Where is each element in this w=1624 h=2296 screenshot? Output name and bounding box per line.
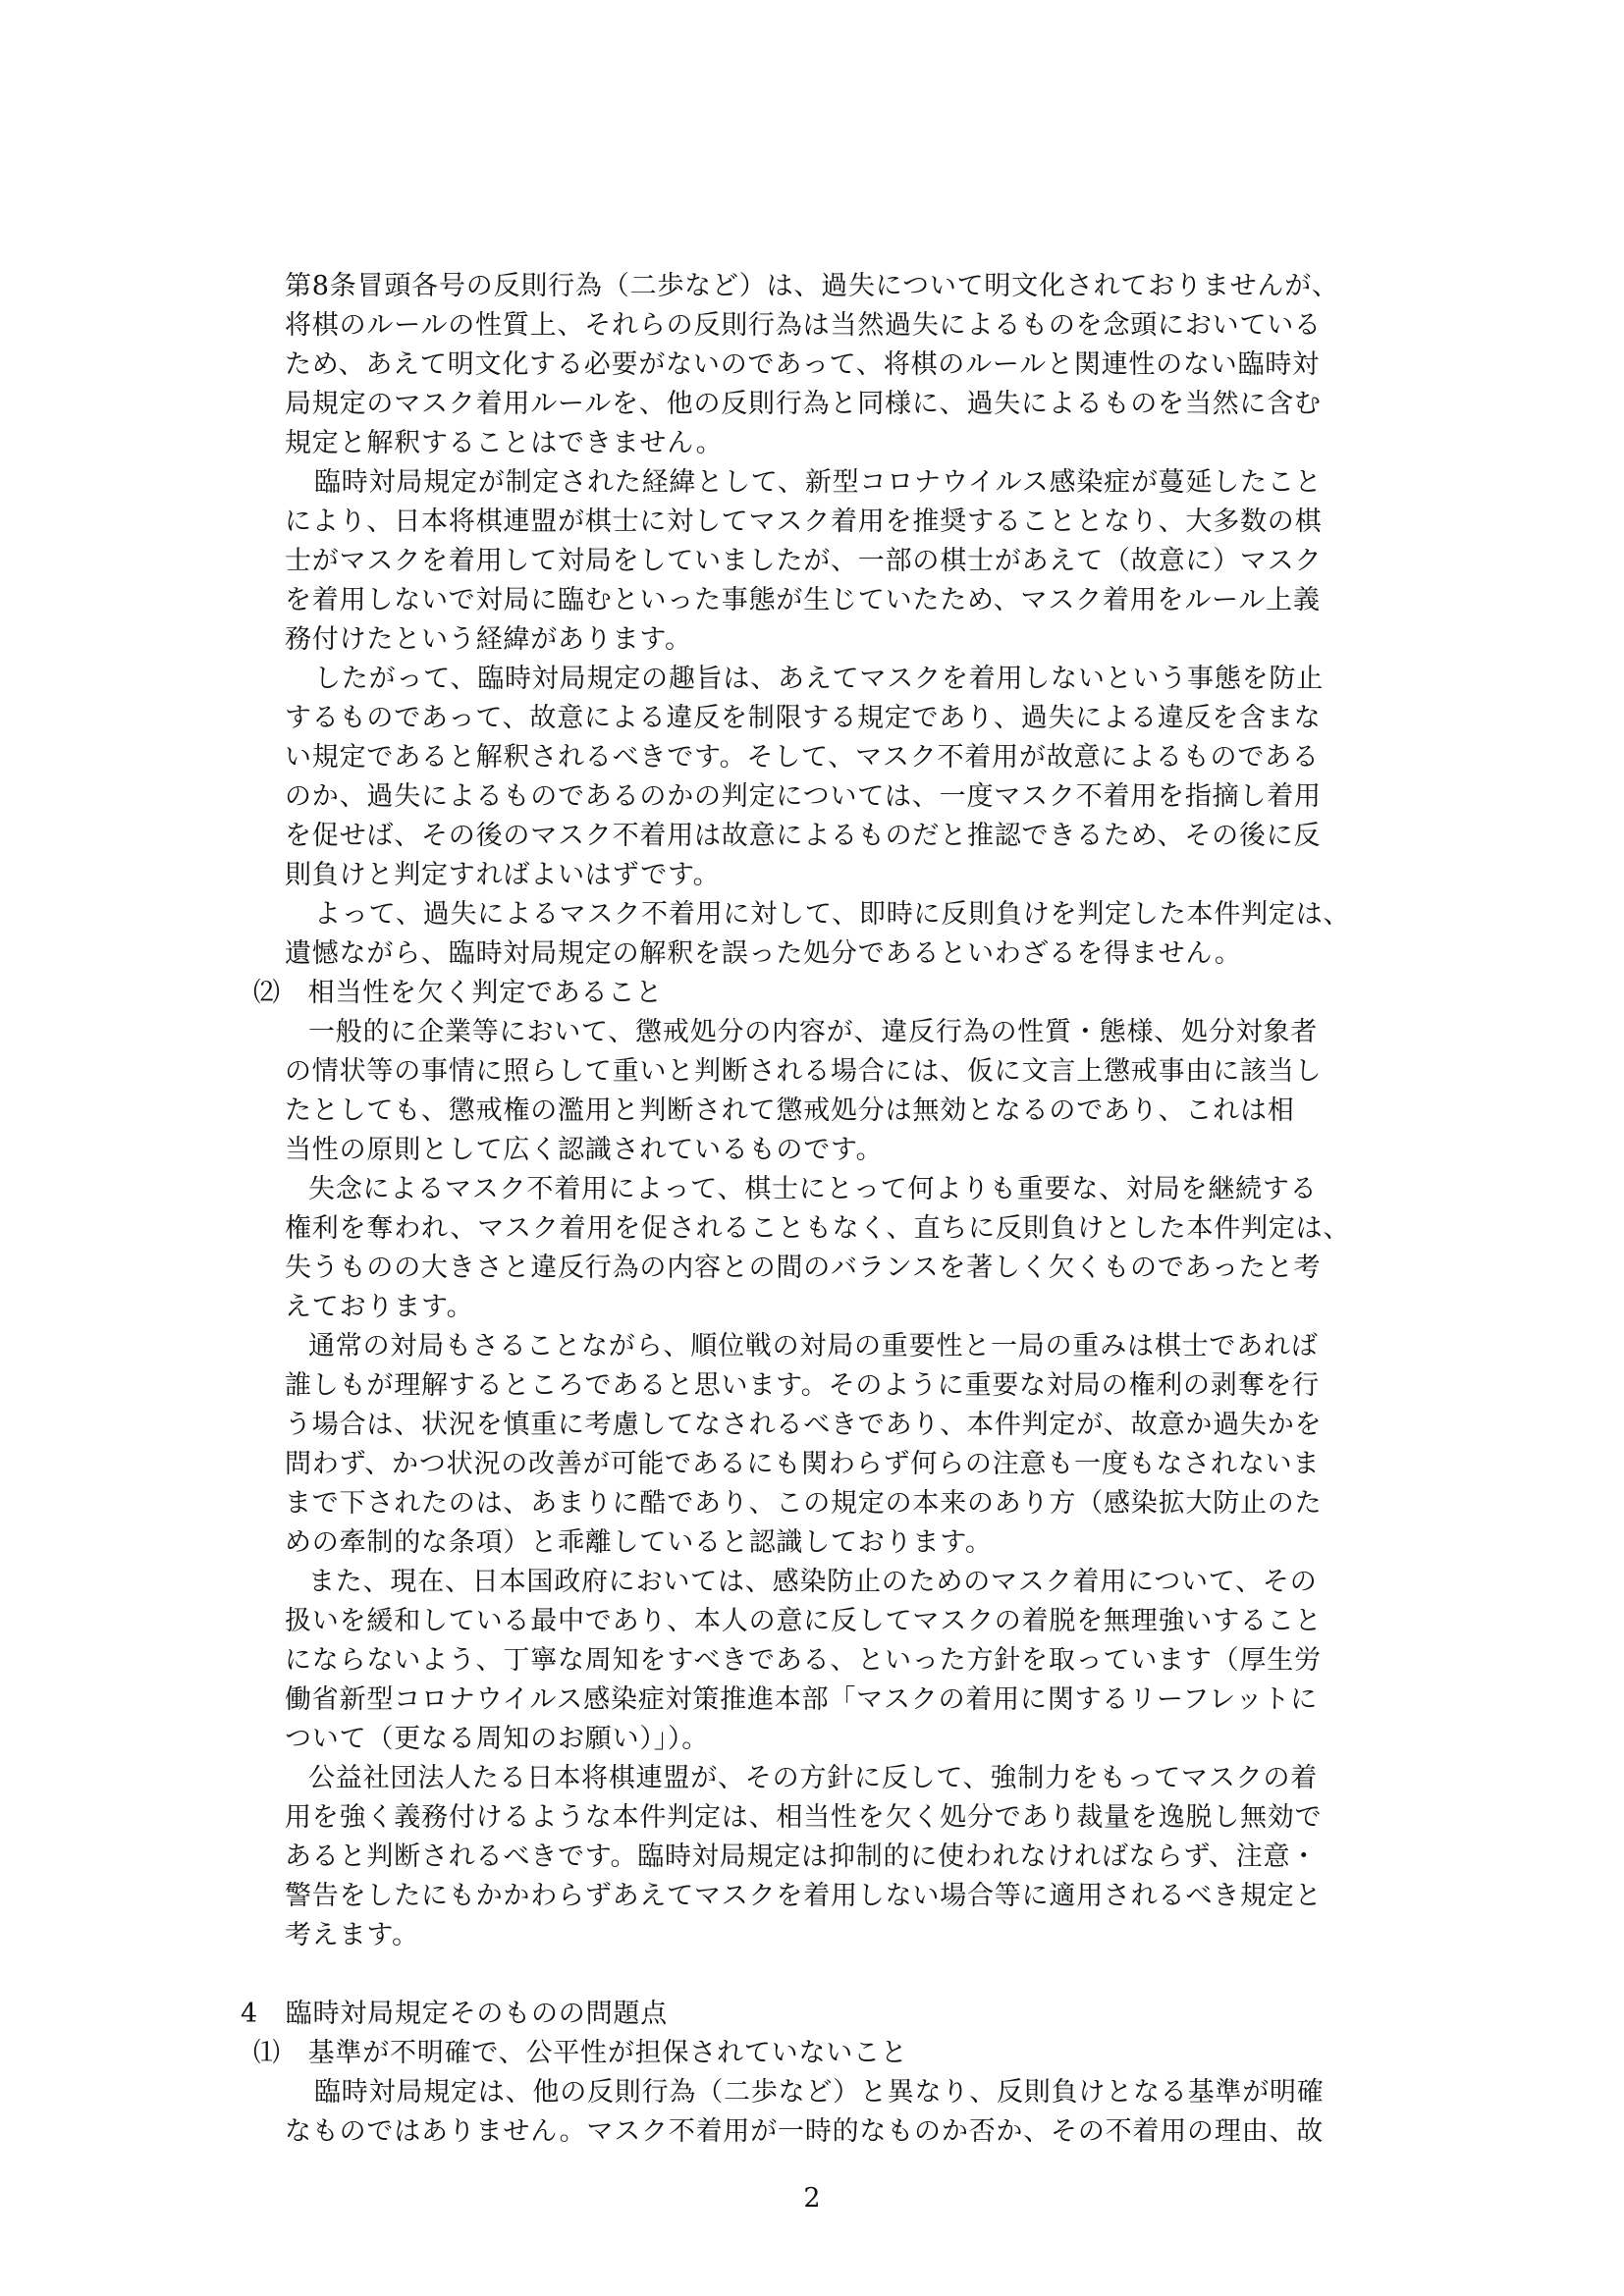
paragraph-line: 士がマスクを着用して対局をしていましたが、一部の棋士があえて（故意に）マスク <box>285 546 1323 576</box>
subsection-heading: ⑵ 相当性を欠く判定であること <box>253 978 663 1008</box>
section-heading: 4 臨時対局規定そのものの問題点 <box>241 1999 668 2029</box>
paragraph-line: まで下されたのは、あまりに酷であり、この規定の本来のあり方（感染拡大防止のた <box>285 1488 1323 1519</box>
paragraph-line: 警告をしたにもかかわらずあえてマスクを着用しない場合等に適用されるべき規定と <box>285 1881 1323 1911</box>
subsection-heading: ⑴ 基準が不明確で、公平性が担保されていないこと <box>253 2038 908 2068</box>
paragraph-line: い規定であると解釈されるべきです。そして、マスク不着用が故意によるものである <box>285 742 1320 773</box>
paragraph-line: えております。 <box>285 1292 474 1322</box>
paragraph-line: あると判断されるべきです。臨時対局規定は抑制的に使われなければならず、注意・ <box>285 1842 1319 1872</box>
paragraph-line: 第8条冒頭各号の反則行為（二歩など）は、過失について明文化されておりませんが、 <box>285 271 1339 301</box>
paragraph-line: 権利を奪われ、マスク着用を促されることもなく、直ちに反則負けとした本件判定は、 <box>285 1213 1351 1244</box>
paragraph-line: ついて（更なる周知のお願い）」）。 <box>285 1724 710 1754</box>
paragraph-line: 失うものの大きさと違反行為の内容との間のバランスを著しく欠くものであったと考 <box>285 1253 1322 1283</box>
paragraph-line: 務付けたという経緯があります。 <box>285 624 692 655</box>
page-number: 2 <box>803 2183 821 2214</box>
paragraph-line: 当性の原則として広く認識されているものです。 <box>285 1135 884 1165</box>
paragraph-line: を着用しないで対局に臨むといった事態が生じていたため、マスク着用をルール上義 <box>285 585 1321 615</box>
paragraph-line: 将棋のルールの性質上、それらの反則行為は当然過失によるものを念頭においている <box>285 310 1322 341</box>
paragraph-first-line: 失念によるマスク不着用によって、棋士にとって何よりも重要な、対局を継続する <box>308 1174 1318 1204</box>
paragraph-line: のか、過失によるものであるのかの判定については、一度マスク不着用を指摘し着用 <box>285 781 1322 812</box>
paragraph-first-line: したがって、臨時対局規定の趣旨は、あえてマスクを着用しないという事態を防止 <box>314 664 1325 694</box>
paragraph-line: するものであって、故意による違反を制限する規定であり、過失による違反を含まな <box>285 703 1322 733</box>
paragraph-line: 則負けと判定すればよいはずです。 <box>285 860 721 890</box>
paragraph-line: 扱いを緩和している最中であり、本人の意に反してマスクの着脱を無理強いすること <box>285 1606 1323 1636</box>
paragraph-first-line: 臨時対局規定は、他の反則行為（二歩など）と異なり、反則負けとなる基準が明確 <box>314 2077 1325 2108</box>
paragraph-line: により、日本将棋連盟が棋士に対してマスク着用を推奨することとなり、大多数の棋 <box>285 507 1323 537</box>
paragraph-first-line: また、現在、日本国政府においては、感染防止のためのマスク着用について、その <box>308 1567 1318 1597</box>
paragraph-first-line: よって、過失によるマスク不着用に対して、即時に反則負けを判定した本件判定は、 <box>314 899 1351 930</box>
paragraph-line: めの牽制的な条項）と乖離していると認識しております。 <box>285 1527 993 1558</box>
paragraph-first-line: 一般的に企業等において、懲戒処分の内容が、違反行為の性質・態様、処分対象者 <box>308 1017 1319 1047</box>
paragraph-line: 局規定のマスク着用ルールを、他の反則行為と同様に、過失によるものを当然に含む <box>285 389 1322 419</box>
paragraph-first-line: 臨時対局規定が制定された経緯として、新型コロナウイルス感染症が蔓延したこと <box>314 467 1323 498</box>
paragraph-line: 考えます。 <box>285 1920 419 1950</box>
paragraph-line: たとしても、懲戒権の濫用と判断されて懲戒処分は無効となるのであり、これは相 <box>285 1095 1295 1126</box>
paragraph-line: 用を強く義務付けるような本件判定は、相当性を欠く処分であり裁量を逸脱し無効で <box>285 1802 1323 1833</box>
paragraph-line: の情状等の事情に照らして重いと判断される場合には、仮に文言上懲戒事由に該当し <box>285 1056 1323 1087</box>
paragraph-line: 誰しもが理解するところであると思います。そのように重要な対局の権利の剥奪を行 <box>285 1370 1320 1401</box>
paragraph-first-line: 公益社団法人たる日本将棋連盟が、その方針に反して、強制力をもってマスクの着 <box>308 1763 1319 1793</box>
paragraph-line: なものではありません。マスク不着用が一時的なものか否か、その不着用の理由、故 <box>285 2116 1325 2147</box>
paragraph-line: 規定と解釈することはできません。 <box>285 428 724 458</box>
paragraph-first-line: 通常の対局もさることながら、順位戦の対局の重要性と一局の重みは棋士であれば <box>308 1331 1319 1362</box>
paragraph-line: を促せば、その後のマスク不着用は故意によるものだと推認できるため、その後に反 <box>285 821 1322 851</box>
paragraph-line: 働省新型コロナウイルス感染症対策推進本部「マスクの着用に関するリーフレットに <box>285 1684 1319 1715</box>
paragraph-line: 遺憾ながら、臨時対局規定の解釈を誤った処分であるといわざるを得ません。 <box>285 938 1242 969</box>
paragraph-line: 問わず、かつ状況の改善が可能であるにも関わらず何らの注意も一度もなされないま <box>285 1449 1321 1479</box>
paragraph-line: う場合は、状況を慎重に考慮してなされるべきであり、本件判定が、故意か過失かを <box>285 1410 1323 1440</box>
paragraph-line: ため、あえて明文化する必要がないのであって、将棋のルールと関連性のない臨時対 <box>285 349 1320 380</box>
paragraph-line: にならないよう、丁寧な周知をすべきである、といった方針を取っています（厚生労 <box>285 1645 1322 1676</box>
